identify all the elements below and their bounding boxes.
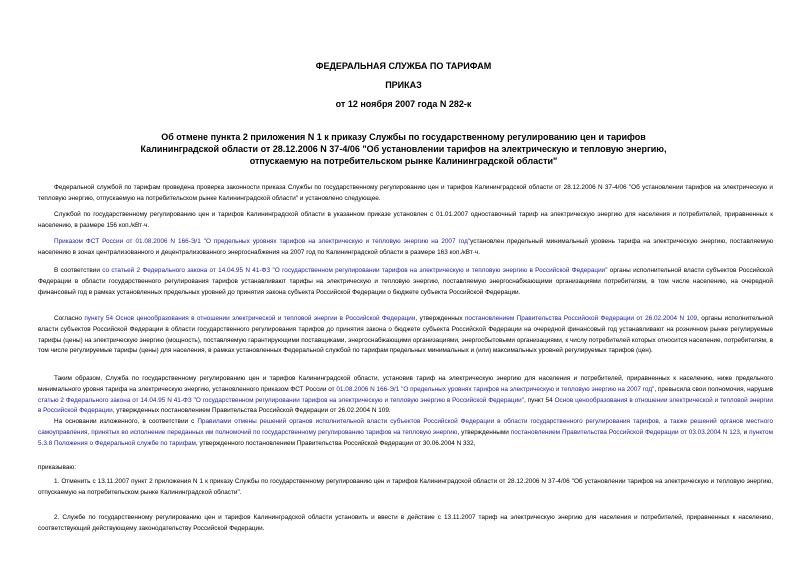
title-line-2: Калининградской области от 28.12.2006 N 37-4/06 "Об установлении тарифов на электрическую и тепловую энергию,	[140, 144, 667, 154]
link-fst-order-166-inline[interactable]: 01.08.2006 N 166-Э/1 "О предельных уровнях тарифов на электрическую и тепловую энергию на 2007 год"	[336, 385, 655, 393]
paragraph-text: Службой по государственному регулированию цен и тарифов Калининградской области в указанном приказе установлен с 01.01.2007 одноставочный тариф на электрическую энергию для населения и потребителей, приравненных к населению, в размере 156 коп./кВт·ч.	[38, 211, 773, 229]
paragraph-text: установлен предельный минимальный уровень тарифа на электрическую энергию, поставляемую населению в зонах централизованного и децентрализованного энергоснабжения на 2007 год по Калининградской области в размере 163 коп./кВт·ч.	[38, 238, 773, 256]
paragraph-inspection	[38, 183, 773, 205]
paragraph-text: Федеральной службой по тарифам проведена проверка законности приказа Службы по государственному регулированию цен и тарифов Калининградской области от 28.12.2006 N 37-4/06 "Об установлении тарифов на электрическую и тепловую энергию, отпускаемую на потребительском рынке Калининградской области" и установлено следующее.	[38, 184, 773, 202]
paragraph-conclusion	[38, 374, 773, 417]
paragraph-text: , утвержденных	[415, 315, 465, 322]
link-pricing-basics[interactable]: Основ ценообразования в отношении электрической и тепловой энергии в Российской Федерации	[38, 396, 773, 415]
paragraph-text: , утвержденного постановлением Правительства Российской Федерации от 30.06.2004 N 332,	[195, 439, 476, 447]
paragraph-text: , утвержденных постановлением Правительства Российской Федерации от 26.02.2004 N 109.	[112, 407, 391, 415]
paragraph-text: органы исполнительной власти субъектов Российской Федерации в области государственного регулирования тарифов устанавливают тарифы на электрическую и тепловую энергию, поставляемую энергоснабжающими организациями потребителям, в том числе населению, на очередной финансовый год в рамках установленных предельных уровней до принятия закона субъекта Российской Федерации о бюджете субъекта Российской Федерации.	[38, 267, 773, 296]
paragraph-text: 1. Отменить с 13.11.2007 пункт 2 приложения N 1 к приказу Службы по государственному регулированию цен и тарифов Калининградской области от 28.12.2006 N 37-4/06 "Об установлении тарифов на электрическую и тепловую энергию, отпускаемую на потребительском рынке Калининградской области".	[38, 478, 773, 496]
paragraph-fst-order	[38, 237, 773, 259]
paragraph-text: Таким образом, Служба по государственному регулированию цен и тарифов Калининградской области, установив тариф на электрическую энергию для населения и потребителей, приравненных к населению, ниже предельного минимального уровня тарифа на электрическую энергию, установленного приказом ФСТ России от	[38, 375, 773, 393]
paragraph-basis	[38, 417, 773, 449]
date-number: от 12 ноября 2007 года N 282-к	[335, 99, 472, 109]
paragraph-pricing-basics	[38, 314, 773, 357]
agency-heading: ФЕДЕРАЛЬНАЯ СЛУЖБА ПО ТАРИФАМ	[315, 61, 492, 71]
paragraph-tariff-established	[38, 210, 773, 232]
paragraph-item-2	[38, 513, 773, 535]
document-type-heading: ПРИКАЗ	[385, 80, 422, 90]
paragraph-text: Согласно	[54, 315, 85, 322]
paragraph-law-article-2	[38, 266, 773, 298]
paragraph-item-1	[38, 477, 773, 499]
link-government-decree-109[interactable]: постановлением Правительства Российской Федерации от 26.02.2004 N 109	[464, 315, 698, 322]
title-line-1: Об отмене пункта 2 приложения N 1 к приказу Службы по государственному регулированию цен и тарифов	[161, 132, 646, 142]
paragraph-text: , утвержденными	[457, 428, 511, 436]
link-fst-regulation-5-3-8[interactable]: пунктом 5.3.8 Положения о Федеральной службе по тарифам	[38, 428, 773, 447]
paragraph-text: 2. Службе по государственному регулированию цен и тарифов Калининградской области установить и ввести в действие с 13.11.2007 тариф на электрическую энергию для населения и потребителей, приравненных к населению, соответствующий действующему законодательству Российской Федерации.	[38, 514, 773, 532]
paragraph-text: , превысила свои полномочия, нарушив	[654, 385, 774, 393]
paragraph-text: , и	[739, 428, 750, 436]
link-federal-law-41fz[interactable]: со статьей 2 Федерального закона от 14.04.95 N 41-ФЗ "О государственном регулировании тарифов на электрическую и тепловую энергию в Российской Федерации"	[102, 267, 608, 274]
paragraph-text: , пункт 54	[524, 396, 555, 404]
link-law-article-2[interactable]: статью 2 Федерального закона от 14.04.95 N 41-ФЗ "О государственном регулировании тарифов на электрическую и тепловую энергию в Российской Федерации"	[38, 396, 524, 404]
paragraph-text: приказываю:	[38, 464, 76, 471]
paragraph-text: На основании изложенного, в соответствии с	[54, 418, 198, 425]
link-fst-order-166[interactable]: Приказом ФСТ России от 01.08.2006 N 166-Э/1 "О предельных уровнях тарифов на электрическую и тепловую энергию на 2007 год"	[54, 238, 471, 245]
paragraph-text: В соответствии	[54, 267, 103, 274]
paragraph-order-word	[38, 463, 773, 474]
link-government-decree-123[interactable]: постановлением Правительства Российской Федерации от 03.03.2004 N 123	[510, 428, 740, 436]
link-pricing-basics-p54[interactable]: пункту 54 Основ ценообразования в отношении электрической и тепловой энергии в Российской Федерации	[84, 315, 416, 322]
paragraph-text: , органы исполнительной власти субъектов Российской Федерации в области государственного регулирования тарифов до принятия закона о бюджете субъекта Российской Федерации на очередной финансовый год устанавливают на розничном рынке регулируемые тарифы (цены) на электрическую энергию (мощность), поставляемую гарантирующими поставщиками, энергоснабжающими организациями, энергосбытовыми организациями, к числу потребителей которых относится население, потребителям, в том числе регулируемые тарифы (цены) для населения, в рамках установленных Федеральной службой по тарифам предельных минимальных и (или) максимальных уровней регулируемых тарифов (цен).	[38, 315, 774, 355]
link-cancellation-rules[interactable]: Правилами отмены решений органов исполнительной власти субъектов Российской Федерации в области государственного регулирования тарифов, а также решений органов местного самоуправления, принятых во исполнение переданных им полномочий по государственному регулированию тарифов на тепловую энергию	[38, 418, 773, 436]
title-line-3: отпускаемую на потребительском рынке Калининградской области"	[249, 156, 558, 166]
